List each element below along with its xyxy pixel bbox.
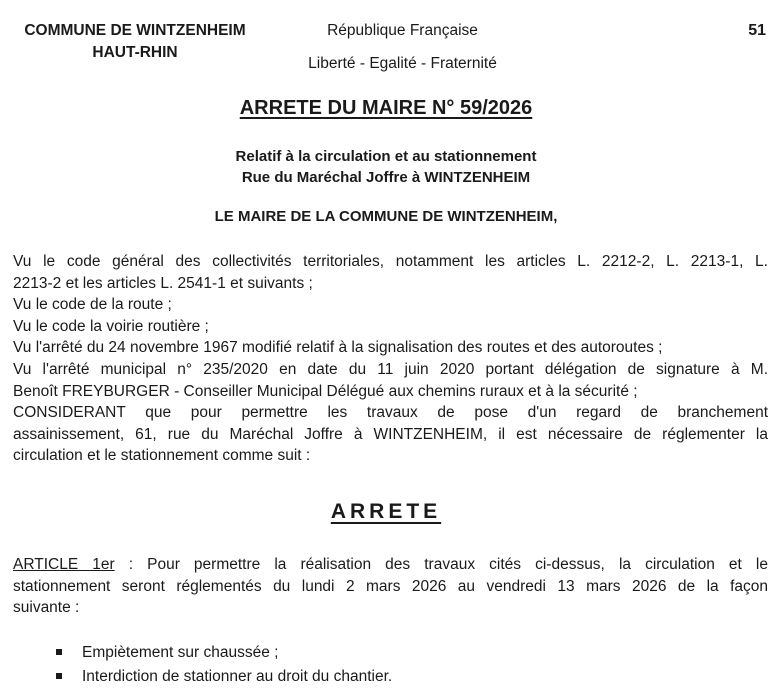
article-1-line-2: stationnement seront réglementés du lundi 2 mars 2026 au vendredi 13 mars 2026 de la façon bbox=[13, 577, 768, 595]
measure-text: Empiètement sur chaussée ; bbox=[82, 644, 279, 661]
cgct-line-1: Vu le code général des collectivités territoriales, notamment les articles L. 2212-2, L. 2213-1, L. bbox=[13, 253, 768, 270]
delegation-line-2: Benoît FREYBURGER - Conseiller Municipal Délégué aux chemins ruraux et à la sécurité ; bbox=[13, 382, 638, 400]
list-item bbox=[56, 641, 392, 665]
page-number: 51 bbox=[748, 22, 766, 39]
commune-name: COMMUNE DE WINTZENHEIM bbox=[24, 22, 246, 39]
arrete-heading-wrap bbox=[0, 500, 772, 524]
article-1-label: ARTICLE 1er bbox=[13, 556, 115, 573]
arrete-1967: Vu l'arrêté du 24 novembre 1967 modifié relatif à la signalisation des routes et des autoroutes ; bbox=[13, 339, 663, 357]
cgct-line-2: 2213-2 et les articles L. 2541-1 et suivants ; bbox=[13, 274, 313, 292]
list-item bbox=[56, 665, 392, 689]
measures-list bbox=[56, 641, 392, 689]
article-1-intro: : Pour permettre la réalisation des travaux cités ci-dessus, la circulation et le bbox=[114, 556, 768, 573]
republic-block bbox=[290, 20, 515, 75]
considerant-line-1: CONSIDERANT que pour permettre les travaux de pose d'un regard de branchement bbox=[13, 404, 768, 422]
subject-block bbox=[0, 146, 772, 188]
article-1-line-1 bbox=[13, 554, 768, 576]
department-name: HAUT-RHIN bbox=[92, 44, 178, 61]
square-bullet-icon bbox=[56, 649, 62, 655]
considerant-line-2: assainissement, 61, rue du Maréchal Joffre à WINTZENHEIM, il est nécessaire de réglementer la bbox=[13, 425, 768, 443]
considerations bbox=[13, 251, 768, 467]
commune-block bbox=[0, 20, 270, 64]
subject-line-2: Rue du Maréchal Joffre à WINTZENHEIM bbox=[241, 169, 531, 186]
maire-heading: LE MAIRE DE LA COMMUNE DE WINTZENHEIM, bbox=[214, 208, 558, 225]
republic-name: République Française bbox=[327, 22, 478, 39]
code-route: Vu le code de la route ; bbox=[13, 296, 172, 314]
arrete-heading: ARRETE bbox=[330, 500, 442, 523]
square-bullet-icon bbox=[56, 673, 62, 679]
code-voirie: Vu le code la voirie routière ; bbox=[13, 317, 209, 335]
article-1 bbox=[13, 554, 768, 619]
republic-motto: Liberté - Egalité - Fraternité bbox=[308, 55, 497, 72]
measure-text: Interdiction de stationner au droit du chantier. bbox=[82, 668, 393, 685]
article-1-line-3: suivante : bbox=[13, 599, 80, 617]
document-title: ARRETE DU MAIRE N° 59/2026 bbox=[239, 97, 533, 119]
subject-line-1: Relatif à la circulation et au stationnement bbox=[235, 148, 537, 165]
delegation-line-1: Vu l'arrêté municipal n° 235/2020 en date du 11 juin 2020 portant délégation de signature à M. bbox=[13, 360, 768, 378]
considerant-line-3: circulation et le stationnement comme suit : bbox=[13, 447, 311, 465]
document-title-wrap bbox=[0, 97, 772, 120]
